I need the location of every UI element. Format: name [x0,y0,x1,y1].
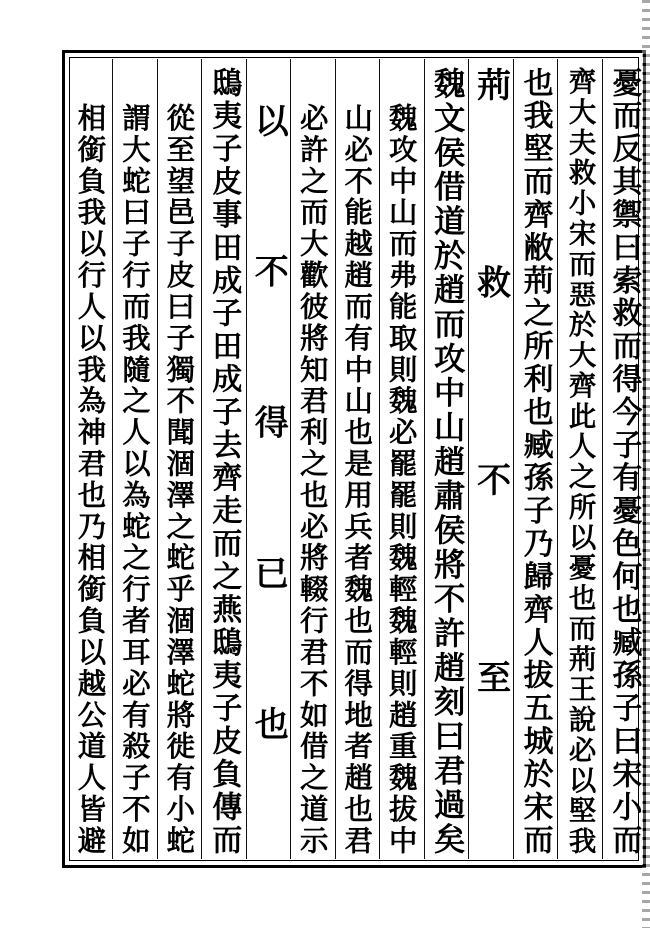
text-column: 必許之而大歡彼將知君利之也必將輟行君不如借之道示 [295,103,330,857]
text-column: 荊救不至 [470,67,511,857]
text-column: 也我堅而齊敝荊之所利也臧孫子乃歸齊人拔五城於宋而 [518,67,554,857]
column-rule [246,59,247,859]
column-rule [602,59,603,859]
column-rule [335,59,336,859]
adjacent-page-edge [642,0,650,928]
column-rule [468,59,469,859]
text-column: 魏文侯借道於趙而攻中山趙肅侯將不許趙刻曰君過矣 [428,67,465,857]
text-column: 齊大夫救小宋而惡於大齊此人之所以憂也而荊王說必以堅我 [563,67,596,857]
text-column: 山必不能越趙而有中山也是用兵者魏也而得地者趙也君 [340,103,375,857]
text-column: 謂大蛇曰子行而我隨之人以為蛇之行者耳必有殺子不如 [117,103,152,857]
column-rule [424,59,425,859]
column-rule [557,59,558,859]
column-rule [157,59,158,859]
text-column: 憂而反其禦曰索救而得今子有憂色何也臧孫子曰宋小而 [606,67,642,857]
column-rule [112,59,113,859]
text-column: 魏攻中山而弗能取則魏必罷罷則魏輕魏輕則趙重魏拔中 [384,103,419,857]
column-rule [201,59,202,859]
column-rule [379,59,380,859]
text-frame [62,50,646,868]
text-column: 從至望邑子皮曰子獨不聞涸澤之蛇乎涸澤蛇將徙有小蛇 [162,103,197,857]
text-column: 相銜負我以行人以我為神君也乃相銜負以越公道人皆避 [73,103,108,857]
column-rule [513,59,514,859]
text-column: 鴟夷子皮事田成子田成子去齊走而之燕鴟夷子皮負傳而 [206,67,242,857]
text-column: 以不得已也 [248,103,289,857]
column-rule [290,59,291,859]
